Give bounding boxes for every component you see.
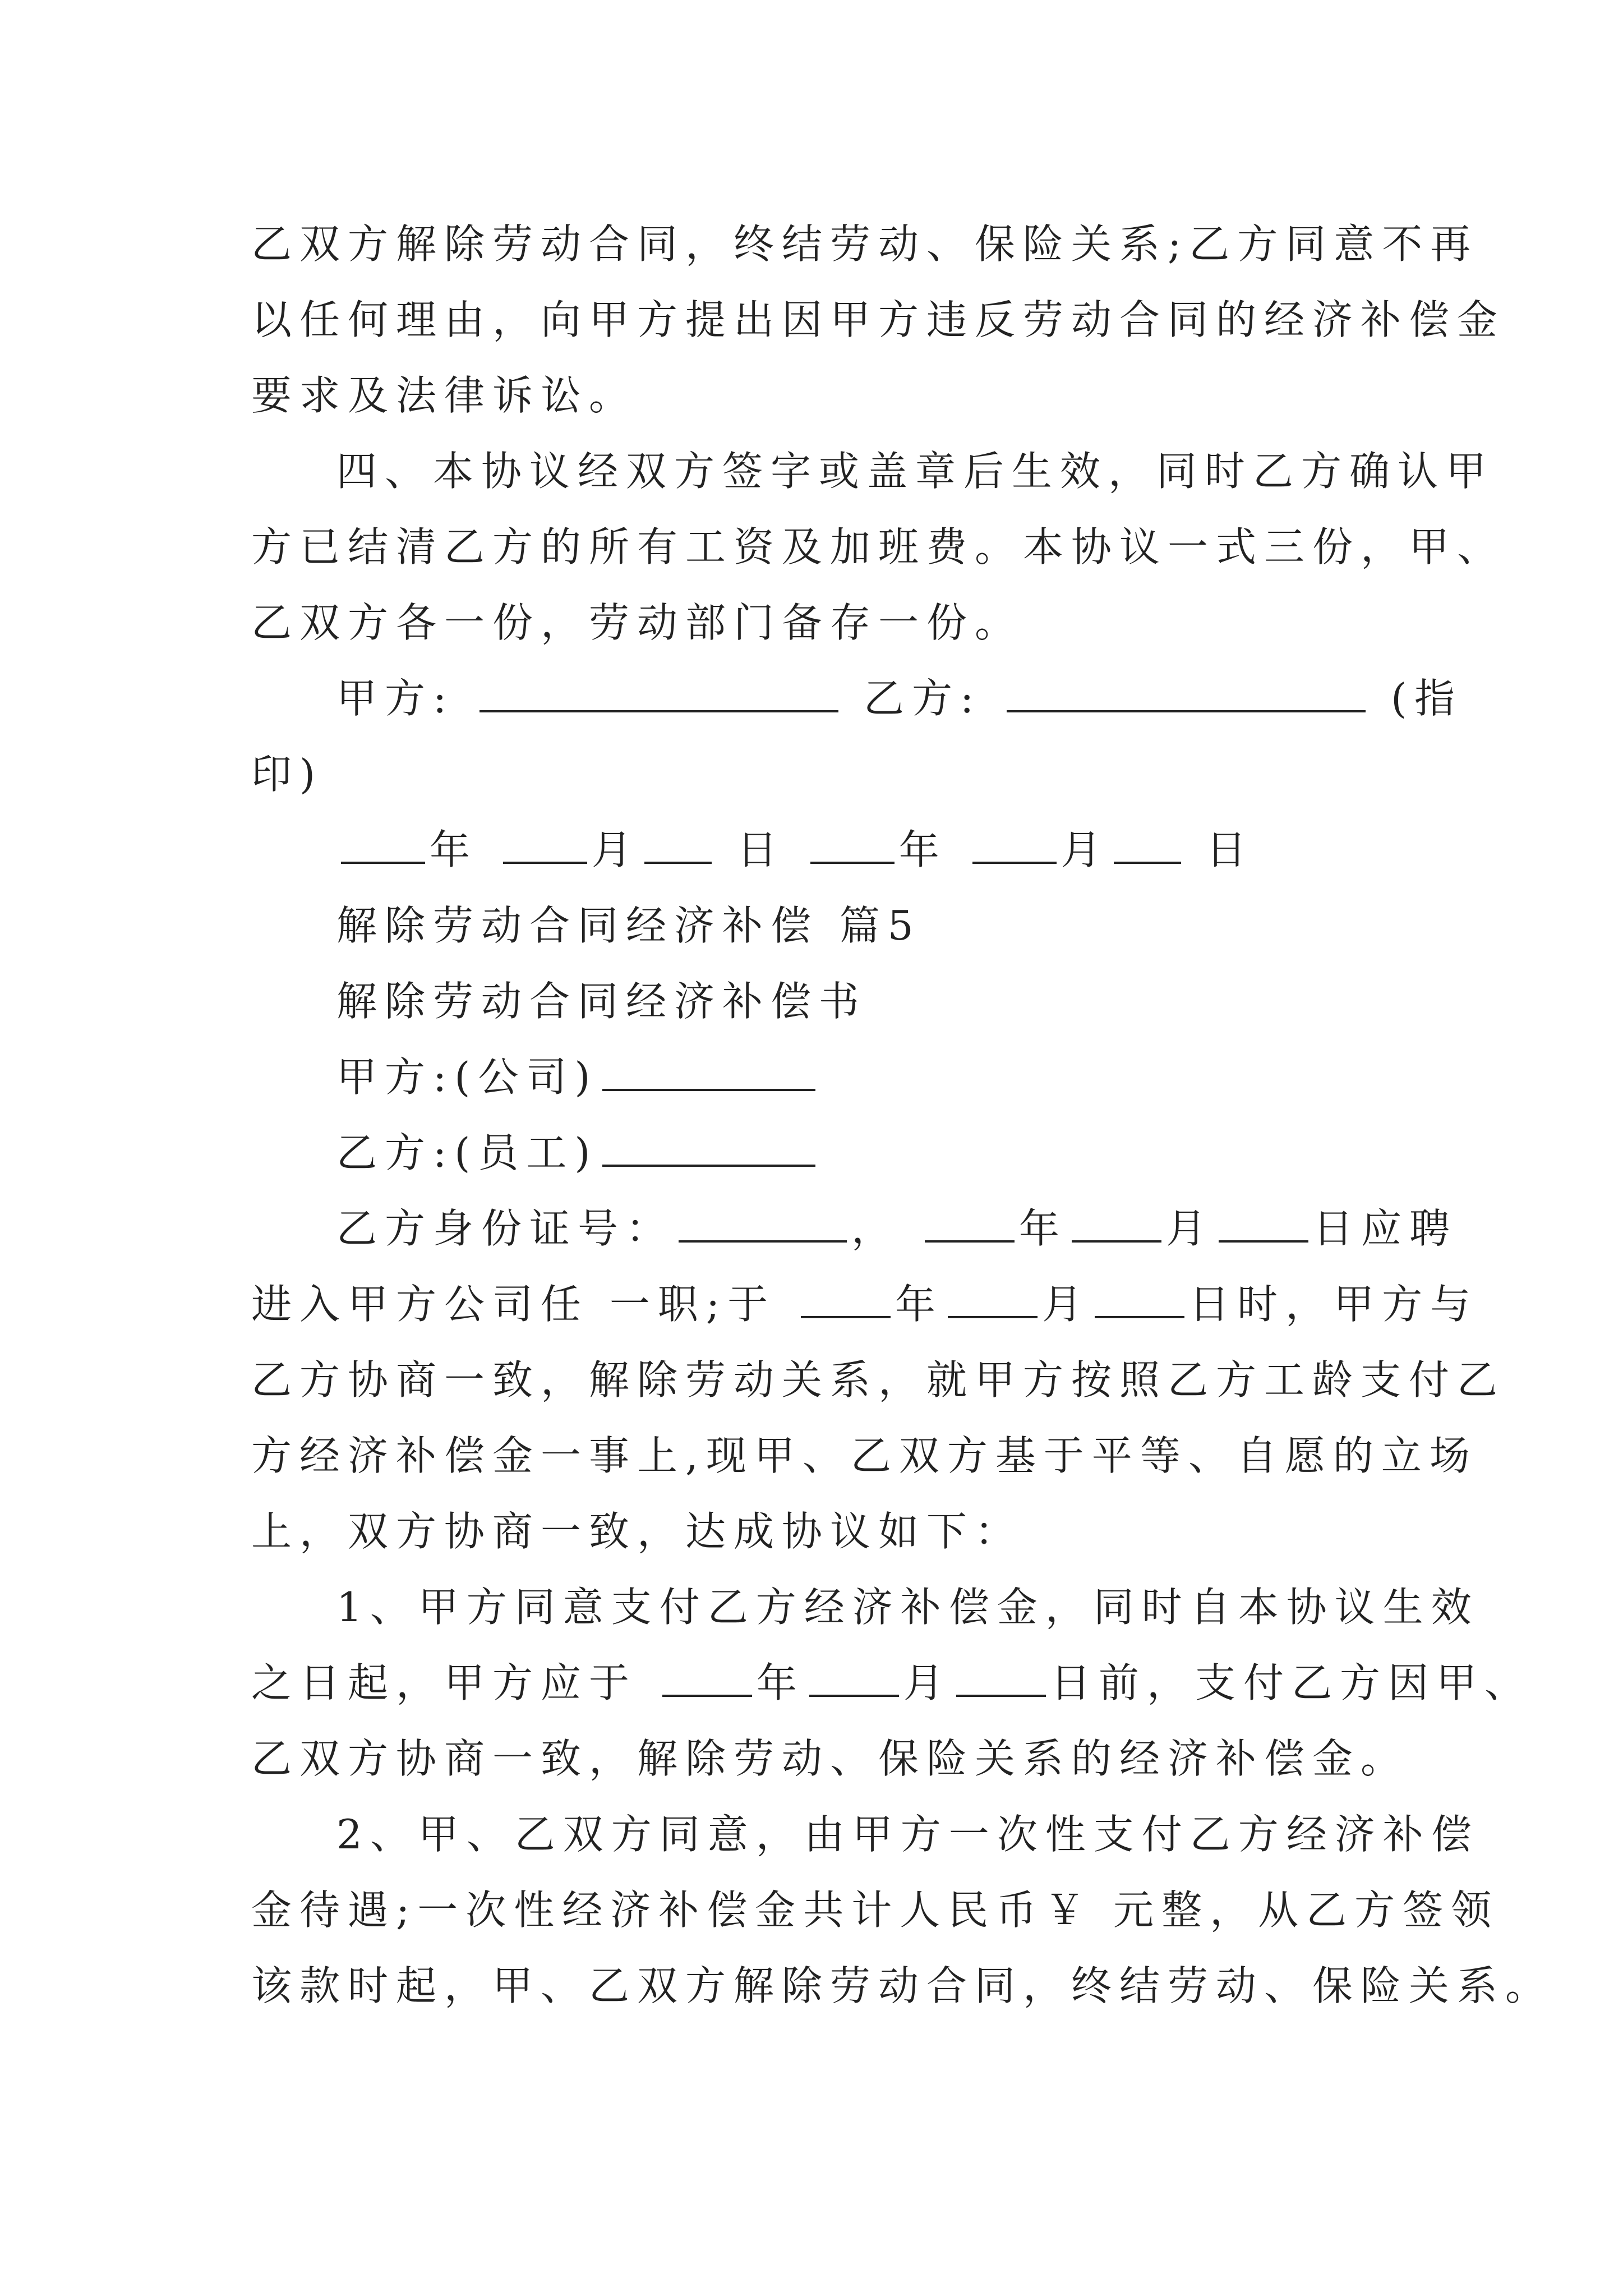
year-label: 年 (756, 1659, 805, 1706)
party-a-company-label: 甲方:(公司) (336, 1053, 598, 1101)
document-title: 解除劳动合同经济补偿书 (336, 978, 868, 1025)
month-blank (809, 1658, 899, 1697)
party-b-employee-blank (602, 1128, 815, 1167)
year-blank (341, 825, 425, 864)
clause-1-line: 1、甲方同意支付乙方经济补偿金，同时自本协议生效 (336, 1584, 1479, 1631)
section-heading: 解除劳动合同经济补偿 篇5 (336, 902, 921, 949)
clause-1-head: 之日起，甲方应于 (251, 1659, 638, 1706)
year-blank (925, 1203, 1015, 1243)
party-b-employee-label: 乙方:(员工) (336, 1129, 598, 1176)
month-label: 月 (903, 1659, 952, 1706)
year-label: 年 (898, 826, 947, 873)
month-label: 月 (591, 826, 640, 873)
party-a-label: 甲方: (336, 675, 455, 722)
id-number-blank (679, 1203, 847, 1243)
body-text-line: 以任何理由，向甲方提出因甲方违反劳动合同的经济补偿金 (251, 296, 1506, 343)
day-label: 日 (1206, 826, 1255, 873)
party-b-employee-line (336, 1116, 1390, 1189)
body-text-line: 方经济补偿金一事上,现甲、乙双方基于平等、自愿的立场 (251, 1432, 1478, 1479)
party-b-label: 乙方: (864, 675, 982, 722)
body-text-line: 四、本协议经双方签字或盖章后生效，同时乙方确认甲 (336, 448, 1495, 495)
clause-2-line: 2、甲、乙双方同意，由甲方一次性支付乙方经济补偿 (336, 1811, 1479, 1858)
fingerprint-note-line: 印) (251, 751, 324, 798)
body-text-line: 乙双方解除劳动合同，终结劳动、保险关系;乙方同意不再 (251, 220, 1479, 268)
party-a-company-line (336, 1041, 1390, 1114)
party-a-company-blank (602, 1052, 815, 1091)
job-text: 进入甲方公司任 一职;于 (251, 1281, 776, 1328)
body-text-line: 乙方协商一致，解除劳动关系，就甲方按照乙方工龄支付乙 (251, 1356, 1506, 1404)
year-blank (810, 825, 895, 864)
body-text-line: 方已结清乙方的所有工资及加班费。本协议一式三份，甲、 (251, 523, 1506, 570)
party-b-signature-blank (1007, 673, 1366, 712)
month-blank (972, 825, 1057, 864)
day-apply-label: 日应聘 (1312, 1205, 1458, 1252)
month-label: 月 (1042, 1281, 1091, 1328)
month-label: 月 (1165, 1205, 1214, 1252)
body-text-line: 乙双方各一份，劳动部门备存一份。 (251, 599, 1023, 646)
clause-1-tail: 日前，支付乙方因甲、 (1050, 1659, 1533, 1706)
job-line (251, 1268, 1479, 1341)
month-blank (503, 825, 587, 864)
year-label: 年 (1018, 1205, 1067, 1252)
date-line (336, 813, 1390, 886)
day-label: 日 (736, 826, 785, 873)
clause-2-line: 该款时起，甲、乙双方解除劳动合同，终结劳动、保险关系。 (251, 1962, 1554, 2009)
year-label: 年 (895, 1281, 944, 1328)
year-label: 年 (430, 826, 478, 873)
party-a-signature-blank (479, 673, 838, 712)
id-number-line (336, 1192, 1458, 1265)
day-tail-label: 日时，甲方与 (1189, 1281, 1479, 1328)
day-blank (1219, 1203, 1308, 1243)
month-blank (948, 1279, 1038, 1318)
signature-line (336, 662, 1463, 735)
clause-1-line: 乙双方协商一致，解除劳动、保险关系的经济补偿金。 (251, 1735, 1409, 1782)
id-number-label: 乙方身份证号： (336, 1205, 675, 1252)
year-blank (801, 1279, 891, 1318)
fingerprint-note: (指 (1391, 675, 1463, 722)
day-blank (1095, 1279, 1184, 1318)
day-blank (1114, 825, 1181, 864)
clause-2-line: 金待遇;一次性经济补偿金共计人民币￥ 元整，从乙方签领 (251, 1887, 1500, 1934)
clause-1-date-line (251, 1646, 1533, 1719)
year-blank (662, 1658, 752, 1697)
day-blank (956, 1658, 1046, 1697)
comma: ， (851, 1205, 900, 1252)
body-text-line: 要求及法律诉讼。 (251, 372, 638, 419)
month-blank (1072, 1203, 1161, 1243)
body-text-line: 上，双方协商一致，达成协议如下： (251, 1508, 1023, 1555)
day-blank (644, 825, 712, 864)
month-label: 月 (1061, 826, 1109, 873)
